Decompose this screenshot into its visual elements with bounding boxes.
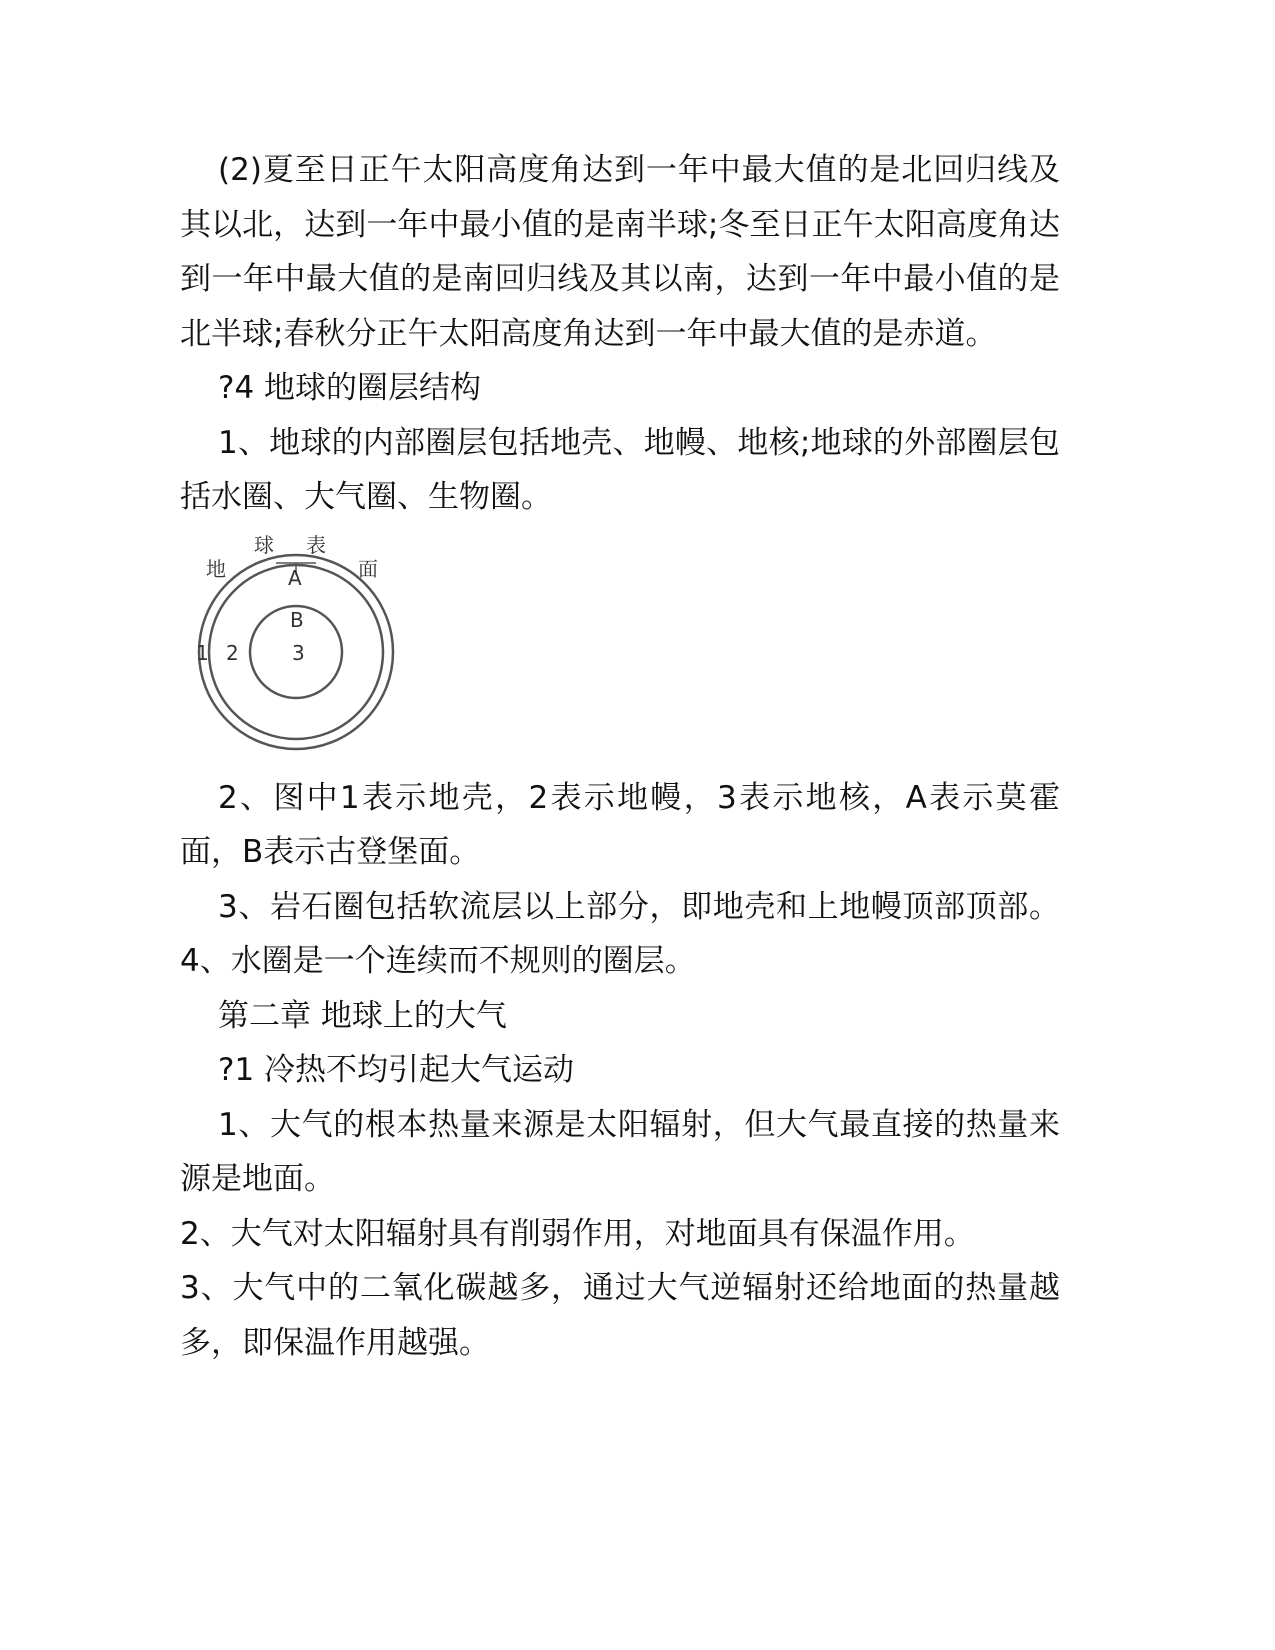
section-heading-earth-layers: ?4 地球的圈层结构 (218, 370, 482, 406)
paragraph-heat-source: 1、大气的根本热量来源是太阳辐射，但大气最直接的热量来源是地面。 (180, 1106, 1060, 1197)
label-a-moho: A (288, 565, 302, 590)
document-page (180, 143, 1060, 1370)
paragraph-diagram-explanation: 2、图中1表示地壳，2表示地幔，3表示地核，A表示莫霍面，B表示古登堡面。 (180, 779, 1060, 870)
label-2-mantle: 2 (226, 640, 239, 665)
paragraph-lithosphere-hydrosphere: 3、岩石圈包括软流层以上部分，即地壳和上地幔顶部顶部。 4、水圈是一个连续而不规则的圈层。 (180, 888, 1060, 979)
earth-structure-svg (188, 527, 408, 767)
label-di: 地 (206, 556, 226, 581)
section-heading-atmospheric-motion: ?1 冷热不均引起大气运动 (218, 1052, 575, 1088)
paragraph-carbon-dioxide: 3、大气中的二氧化碳越多，通过大气逆辐射还给地面的热量越多，即保温作用越强。 (180, 1270, 1060, 1361)
label-b-gutenberg: B (290, 607, 304, 632)
earth-structure-diagram (188, 527, 408, 767)
label-qiu: 球 (254, 532, 274, 557)
paragraph-layers-list: 1、地球的内部圈层包括地壳、地幔、地核;地球的外部圈层包括水圈、大气圈、生物圈。 (180, 424, 1060, 515)
paragraph-weakening-insulation: 2、大气对太阳辐射具有削弱作用，对地面具有保温作用。 (180, 1215, 975, 1252)
paragraph-solar-altitude: (2)夏至日正午太阳高度角达到一年中最大值的是北回归线及其以北，达到一年中最小值的是南半球;冬至日正午太阳高度角达到一年中最大值的是南回归线及其以南，达到一年中最小值的是北半球;春秋分正午太阳高度角达到一年中最大值的是赤道。 (180, 152, 1060, 352)
label-biao: 表 (306, 532, 326, 557)
chapter-heading-atmosphere: 第二章 地球上的大气 (218, 997, 507, 1034)
label-mian: 面 (358, 556, 378, 581)
label-3-core: 3 (292, 640, 305, 665)
label-1-crust: 1 (196, 640, 209, 665)
